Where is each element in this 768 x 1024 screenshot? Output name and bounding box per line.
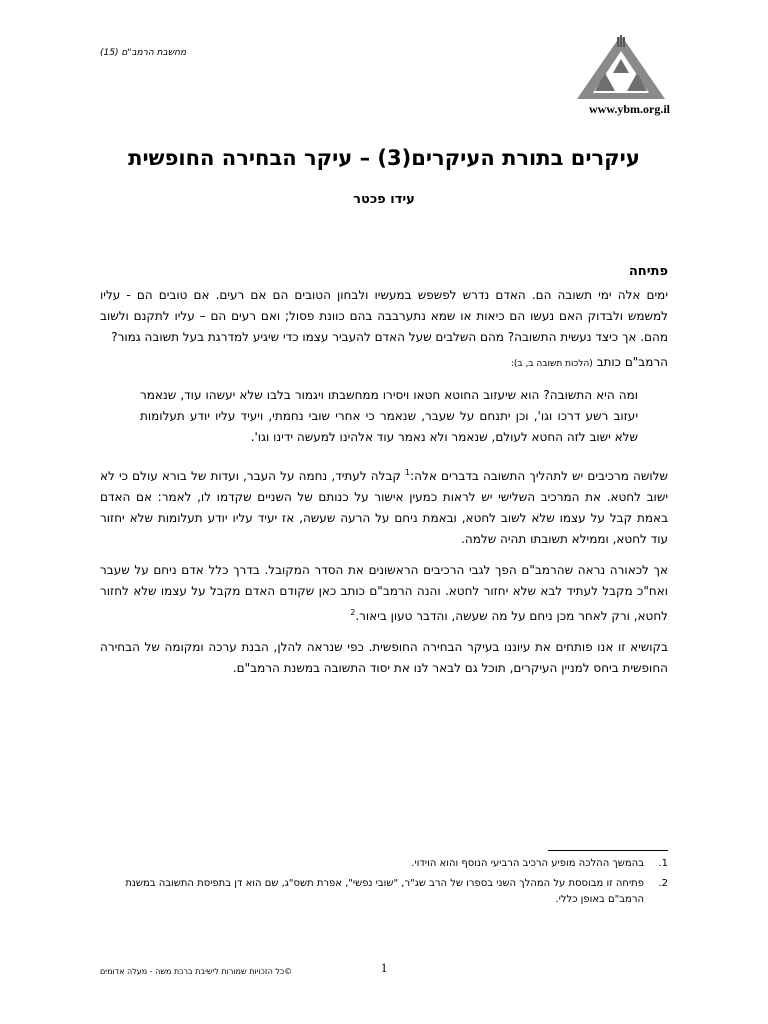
page-number: 1 <box>380 960 388 975</box>
paragraph-question <box>100 560 668 627</box>
website-link[interactable]: www.ybm.org.il <box>589 102 670 116</box>
footnote-ref-2[interactable]: 2 <box>350 608 356 617</box>
quote-source: (הלכות תשובה ב, ב): <box>510 359 593 369</box>
paragraph-components-rest: קבלה לעתיד, נחמה על העבר, ועדות של בורא עולם כי לא ישוב לחטא. את המרכיב השלישי יש לראות כמעין אישור על כנותם של השניים שקדמו לו, לאמר: אם האדם באמת קבל על עצמו שלא לשוב לחטא, ובאמת ניחם על הרעה שעשה, אז יעיד עליו יודע תעלומות שלא יחזור עוד לחטא, וממילא תשובתו תהיה שלמה. <box>100 469 668 546</box>
paragraph-question-text: אך לכאורה נראה שהרמב"ם הפך לגבי הרכיבים הראשונים את הסדר המקובל. בדרך כלל אדם ניחם על שעבר ואח"כ מקבל לעתיד לבא שלא יחזור לחטא. והנה הרמב"ם כותב כאן שקודם האדם מקבל על עצמו שלא לחזור לחטא, ורק לאחר מכן ניחם על מה שעשה, והדבר טעון ביאור. <box>100 563 668 623</box>
footnote-text: פתיחה זו מבוססת על המהלך השני בספרו של הרב שג"ר, "שובי נפשי", אפרת תשס"ג, שם הוא דן בתפיסת התשובה במשנת הרמב"ם באופן כללי. <box>125 878 644 905</box>
paragraph-opening: ימים אלה ימי תשובה הם. האדם נדרש לפשפש במעשיו ולבחון הטובים הם אם רעים. אם טובים הם - עליו למשמש ולבדוק האם נעשו הם כיאות או שמא נתערבבה בהם כוונת פסול; ואם רעים הם – עליו לתקנם ולשוב מהם. אך כיצד נעשית התשובה? מהם השלבים שעל האדם להעביר עצמו כדי שיגיע למדרגת בעל תשובה גמור? <box>100 288 668 344</box>
footnote-ref-1[interactable]: 1 <box>405 468 411 477</box>
footnote-number: 1. <box>658 858 668 869</box>
quote-intro <box>100 352 668 375</box>
paragraph-components <box>100 462 668 550</box>
rambam-quote: ומה היא התשובה? הוא שיעזוב החוטא חטאו ויסירו ממחשבתו ויגמור בלבו שלא יעשהו עוד, שנאמר יעזוב רשע דרכו וגו', וכן יתנחם על שעבר, שנאמר כי אחרי שובי נחמתי, ויעיד עליו יודע תעלומות שלא ישוב לזה החטא לעולם, שנאמר ולא נאמר עוד אלהינו למעשה ידינו וגו'. <box>140 388 638 444</box>
footnote-1 <box>100 856 668 872</box>
article-title: עיקרים בתורת העיקרים(3) – עיקר הבחירה החופשית <box>128 146 640 170</box>
footnote-2 <box>100 876 668 908</box>
footnote-divider <box>548 850 668 851</box>
article-body <box>100 264 668 689</box>
paragraph-components-lead: שלושה מרכיבים יש לתהליך התשובה בדברים אלה: <box>410 469 668 483</box>
paragraph-closing: בקושיא זו אנו פותחים את עיוננו בעיקר הבחירה החופשית. כפי שנראה להלן, הבנת ערכה ומקומה של הבחירה החופשית ביחס למניין העיקרים, תוכל גם לבאר לנו את יסוד התשובה במשנת הרמב"ם. <box>100 640 668 675</box>
quote-intro-text: הרמב"ם כותב <box>596 355 668 369</box>
section-heading: פתיחה <box>628 264 668 279</box>
footnotes <box>100 856 668 912</box>
series-label: מחשבת הרמב"ם (15) <box>100 48 187 58</box>
footnote-number: 2. <box>658 878 668 889</box>
footnote-text: בהמשך ההלכה מופיע הרכיב הרביעי הנוסף והוא הוידוי. <box>411 858 644 869</box>
author-name: עידו פכטר <box>353 192 415 207</box>
copyright-notice: ©כל הזכויות שמורות לישיבת ברכת משה - מעלה אדומים <box>100 967 293 976</box>
yeshiva-logo <box>573 33 669 101</box>
